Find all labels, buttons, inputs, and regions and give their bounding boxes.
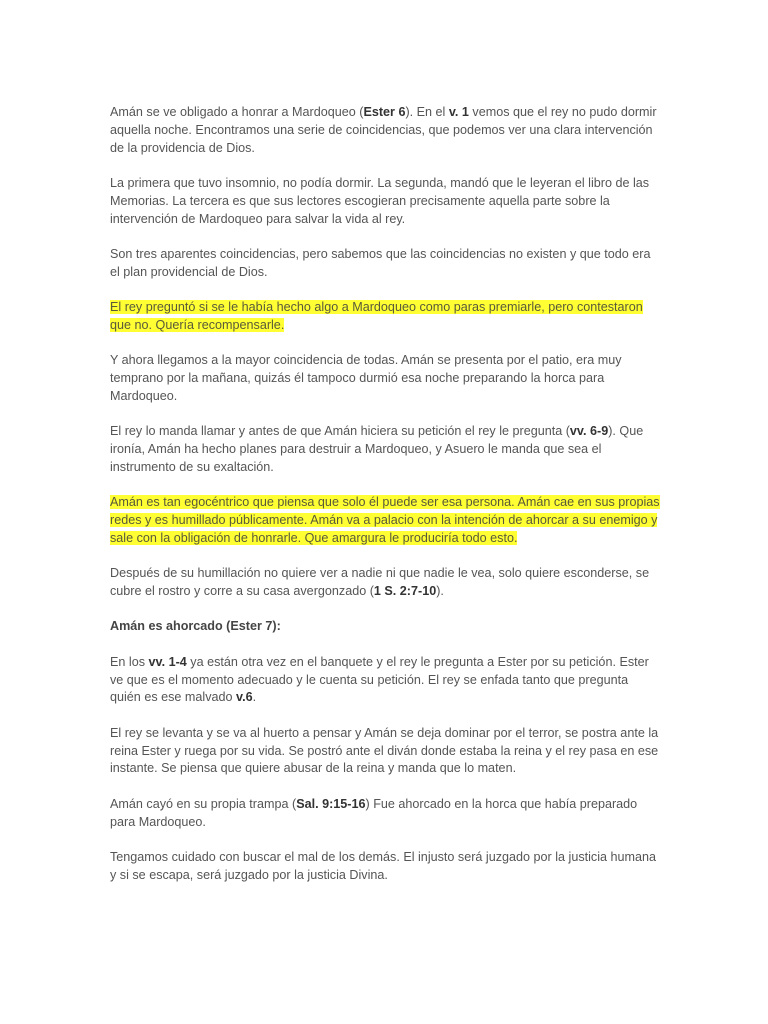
highlighted-text: El rey preguntó si se le había hecho algo a Mardoqueo como paras premiarle, pero contestaron que no. Quería recompensarle. [110, 300, 643, 332]
paragraph-12: Tengamos cuidado con buscar el mal de los demás. El injusto será juzgado por la justicia humana y si se escapa, será juzgado por la justicia Divina. [110, 850, 657, 882]
highlighted-paragraph-2 [110, 494, 660, 547]
bible-reference: v. 1 [448, 105, 469, 119]
paragraph-text: ) Fue ahorcado en la horca que había preparado para Mardoqueo. [110, 796, 638, 829]
paragraph-text: vemos que el rey no pudo dormir aquella noche. Encontramos una serie de coincidencias, que podemos ver una clara intervención de la providencia de Dios. [110, 105, 657, 155]
bible-reference: Ester 6 [363, 105, 406, 119]
section-heading: Amán es ahorcado (Ester 7): [110, 619, 281, 634]
paragraph-text: ). [436, 584, 444, 599]
bible-reference: Sal. 9:15-16 [296, 796, 366, 811]
paragraph-text: ). En el [405, 105, 449, 119]
paragraph-8 [110, 565, 660, 601]
paragraph-1 [110, 104, 660, 157]
highlighted-text: Amán es tan egocéntrico que piensa que solo él puede ser esa persona. Amán cae en sus propias redes y es humillado públicamente. Amán va a palacio con la intención de ahorcar a su enemigo y sale con la obligación de honrarle. Que amargura le produciría todo esto. [110, 495, 660, 545]
paragraph-6 [110, 423, 660, 476]
paragraph-10: El rey se levanta y se va al huerto a pensar y Amán se deja dominar por el terror, se postra ante la reina Ester y ruega por su vida. Se postró ante el diván donde estaba la reina y el rey pasa en ese instante. Se piensa que quiere abusar de la reina y manda que lo maten. [110, 725, 659, 776]
bible-reference: 1 S. 2:7-10 [373, 584, 437, 599]
document-body [110, 104, 660, 902]
highlighted-paragraph-1 [110, 299, 660, 335]
paragraph-5: Y ahora llegamos a la mayor coincidencia de todas. Amán se presenta por el patio, era muy temprano por la mañana, quizás él tampoco durmió esa noche preparando la horca para Mardoqueo. [110, 353, 622, 403]
bible-reference: v.6 [236, 690, 253, 705]
paragraph-11 [110, 796, 660, 832]
paragraph-text: ya están otra vez en el banquete y el rey le pregunta a Ester por su petición. Ester ve que es el momento adecuado y le cuenta su petición. El rey se enfada tanto que pregunta quién es ese malvado [110, 654, 649, 705]
paragraph-text: . [252, 690, 257, 705]
bible-reference: vv. 6-9 [569, 424, 609, 439]
bible-reference: vv. 1-4 [148, 654, 187, 669]
paragraph-text: Después de su humillación no quiere ver a nadie ni que nadie le vea, solo quiere esconderse, se cubre el rostro y corre a su casa avergonzado ( [110, 566, 650, 599]
paragraph-9 [110, 654, 660, 707]
paragraph-text: ). Que ironía, Amán ha hecho planes para destruir a Mardoqueo, y Asuero le manda que sea el instrumento de su exaltación. [110, 424, 644, 474]
paragraph-text: El rey lo manda llamar y antes de que Amán hiciera su petición el rey le pregunta ( [110, 424, 570, 439]
paragraph-text: Amán cayó en su propia trampa ( [110, 796, 297, 811]
paragraph-3: Son tres aparentes coincidencias, pero sabemos que las coincidencias no existen y que todo era el plan providencial de Dios. [110, 246, 651, 279]
paragraph-text: Amán se ve obligado a honrar a Mardoqueo ( [110, 105, 364, 119]
paragraph-2: La primera que tuvo insomnio, no podía dormir. La segunda, mandó que le leyeran el libro de las Memorias. La tercera es que sus lectores escogieran precisamente aquella parte sobre la intervención de Mardoqueo para salvar la vida al rey. [110, 175, 650, 226]
paragraph-text: En los [110, 654, 149, 669]
